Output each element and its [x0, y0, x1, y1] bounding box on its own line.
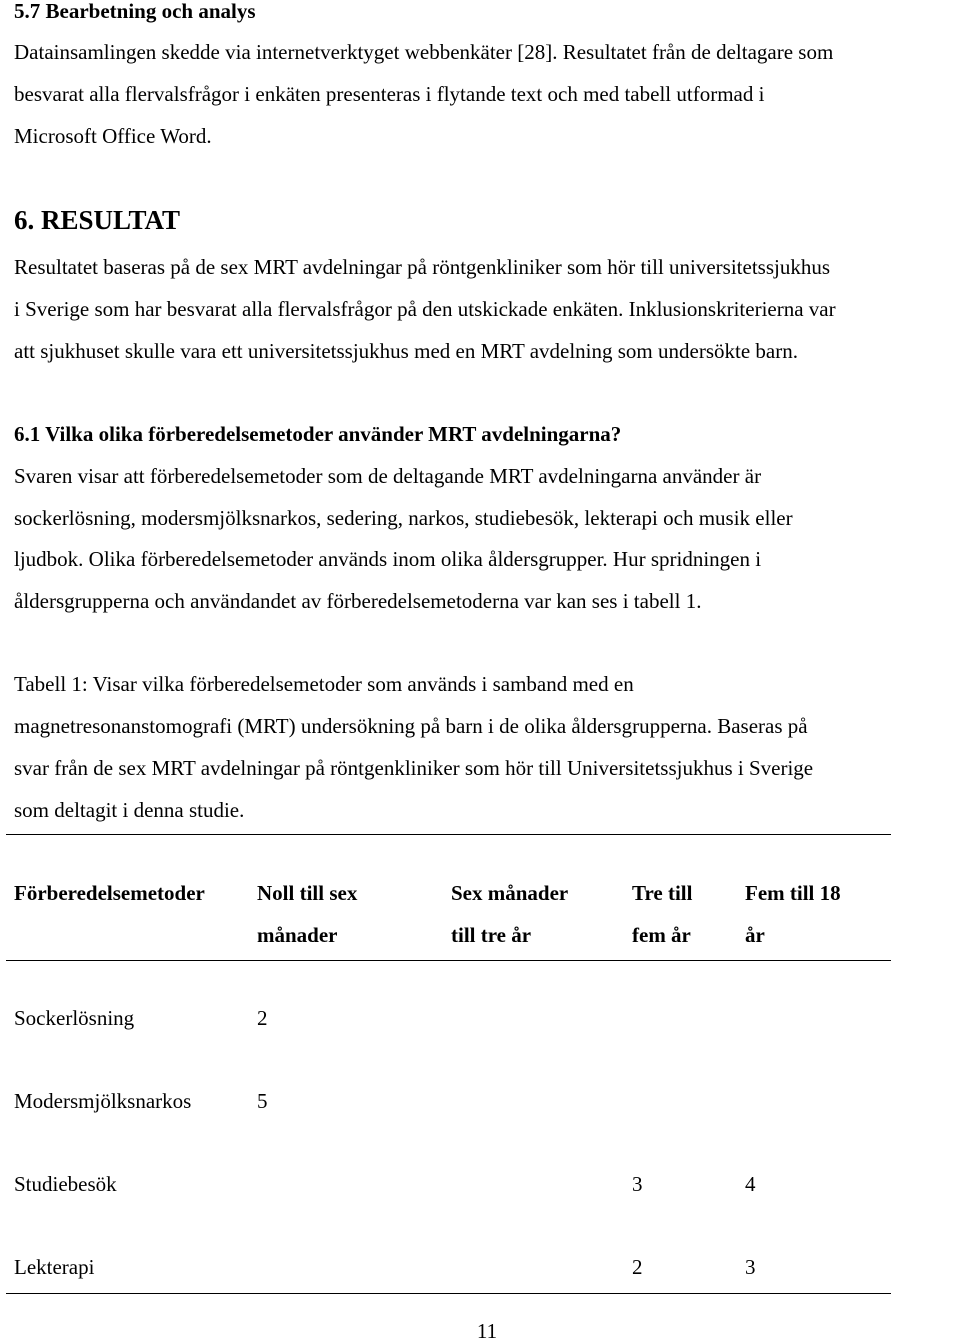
row-value-age-5-18y: 4	[745, 1172, 756, 1196]
body-text-line: besvarat alla flervalsfrågor i enkäten presenteras i flytande text och med tabell utformad i	[14, 82, 765, 106]
row-value-age-3-5y: 2	[632, 1255, 643, 1279]
page-number: 11	[476, 1319, 498, 1343]
body-text-line: Svaren visar att förberedelsemetoder som de deltagande MRT avdelningarna använder är	[14, 464, 762, 488]
body-text-line: Datainsamlingen skedde via internetverktyget webbenkäter [28]. Resultatet från de deltagare som	[14, 40, 834, 64]
row-value-age-5-18y: 3	[745, 1255, 756, 1279]
row-method: Lekterapi	[14, 1255, 95, 1279]
header-age-6m-3y-line1: Sex månader	[451, 881, 569, 905]
body-text-line: Microsoft Office Word.	[14, 124, 212, 148]
row-value-age-0-6m: 5	[257, 1089, 268, 1113]
body-text-line: åldersgrupperna och användandet av förberedelsemetoderna var kan ses i tabell 1.	[14, 589, 702, 613]
table-header-rule	[6, 960, 891, 961]
header-age-3-5y-line2: fem år	[632, 923, 691, 947]
body-text-line: sockerlösning, modersmjölksnarkos, sedering, narkos, studiebesök, lekterapi och musik eller	[14, 506, 793, 530]
body-text-line: ljudbok. Olika förberedelsemetoder används inom olika åldersgrupper. Hur spridningen i	[14, 547, 762, 571]
section-heading-6-1: 6.1 Vilka olika förberedelsemetoder använder MRT avdelningarna?	[14, 422, 622, 446]
table-caption-line: Tabell 1: Visar vilka förberedelsemetoder som används i samband med en	[14, 672, 634, 696]
header-age-6m-3y-line2: till tre år	[451, 923, 532, 947]
row-value-age-3-5y: 3	[632, 1172, 643, 1196]
table-caption-line: magnetresonanstomografi (MRT) undersökning på barn i de olika åldersgrupperna. Baseras på	[14, 714, 808, 738]
table-top-rule	[6, 834, 891, 835]
section-heading-5-7: 5.7 Bearbetning och analys	[14, 0, 256, 23]
header-age-0-6m-line2: månader	[257, 923, 338, 947]
table-caption-line: som deltagit i denna studie.	[14, 798, 245, 822]
header-age-3-5y-line1: Tre till	[632, 881, 693, 905]
chapter-heading-6: 6. RESULTAT	[14, 205, 181, 235]
body-text-line: att sjukhuset skulle vara ett universitetssjukhus med en MRT avdelning som undersökte barn.	[14, 339, 798, 363]
row-method: Modersmjölksnarkos	[14, 1089, 192, 1113]
header-age-5-18y-line2: år	[745, 923, 765, 947]
row-method: Studiebesök	[14, 1172, 117, 1196]
body-text-line: i Sverige som har besvarat alla flervalsfrågor på den utskickade enkäten. Inklusionskriterierna var	[14, 297, 836, 321]
row-value-age-0-6m: 2	[257, 1006, 268, 1030]
header-age-5-18y-line1: Fem till 18	[745, 881, 841, 905]
table-caption-line: svar från de sex MRT avdelningar på röntgenkliniker som hör till Universitetssjukhus i Sverige	[14, 756, 814, 780]
body-text-line: Resultatet baseras på de sex MRT avdelningar på röntgenkliniker som hör till universitetssjukhus	[14, 255, 831, 279]
table-bottom-rule	[6, 1293, 891, 1294]
header-method: Förberedelsemetoder	[14, 881, 205, 905]
header-age-0-6m-line1: Noll till sex	[257, 881, 358, 905]
row-method: Sockerlösning	[14, 1006, 135, 1030]
